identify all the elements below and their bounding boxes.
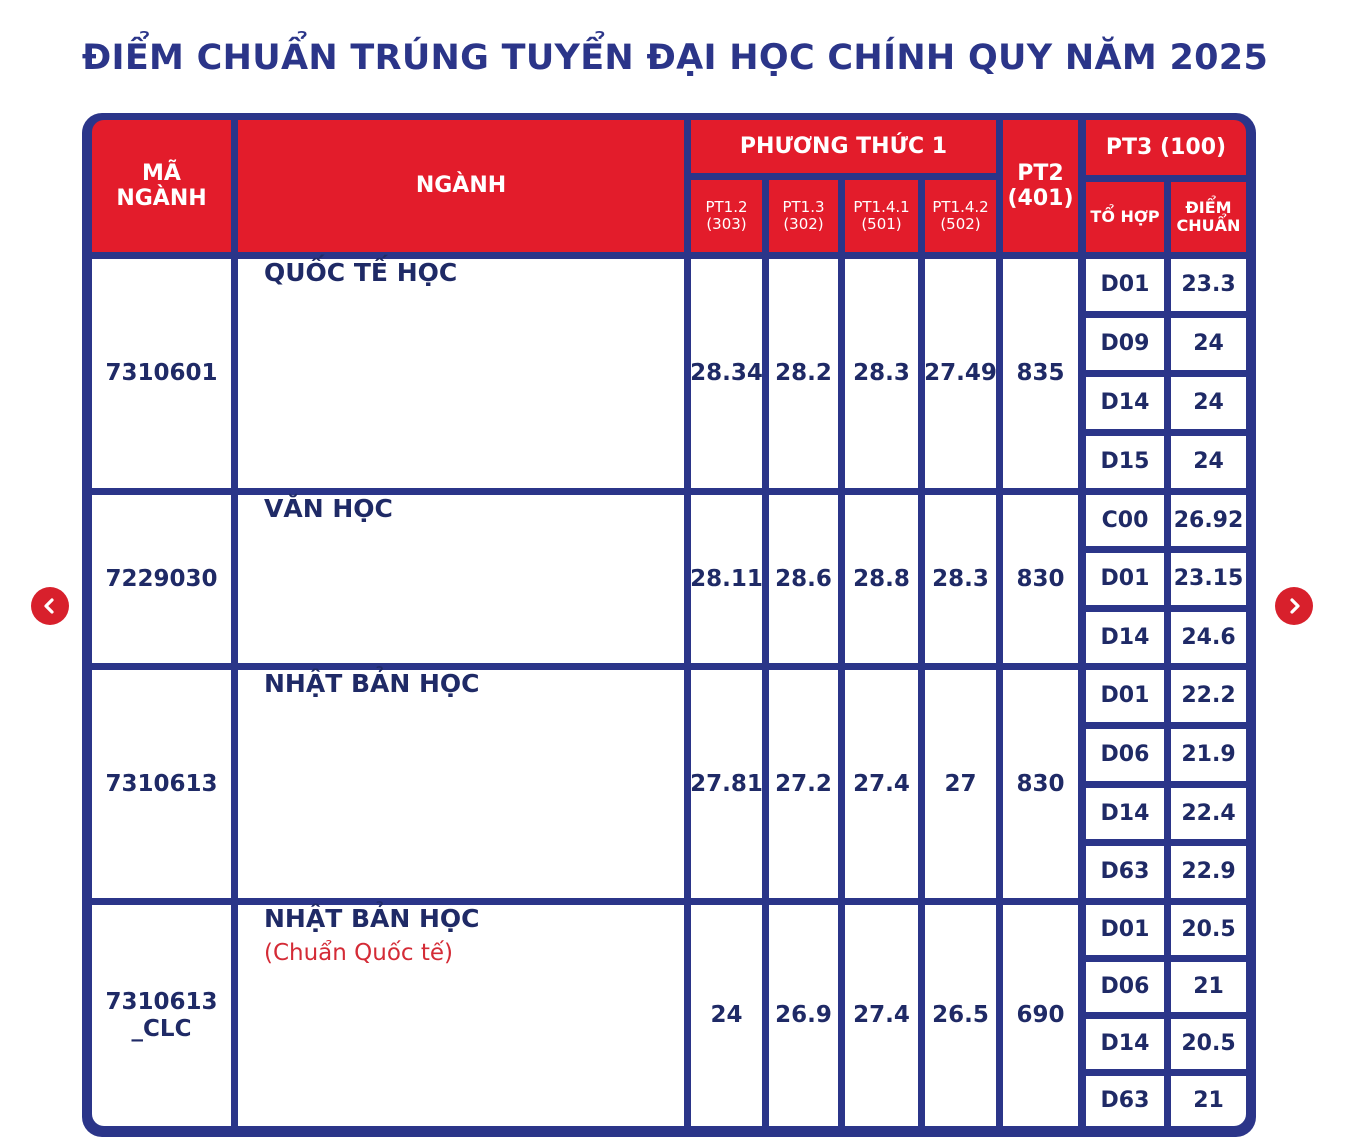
header-pt1-sub-code: PT1.3 xyxy=(782,197,825,216)
header-nganh-label: NGÀNH xyxy=(415,173,507,199)
pt1-score: 27.4 xyxy=(853,770,910,797)
pt3-combo: D14 xyxy=(1100,624,1150,650)
pt1-score-cell xyxy=(769,259,838,488)
pt3-combo: D14 xyxy=(1100,390,1150,416)
pt3-score: 24 xyxy=(1193,331,1224,357)
header-ma-nganh xyxy=(92,120,231,252)
pt1-score: 28.8 xyxy=(853,565,910,592)
pt1-score-cell xyxy=(925,670,996,898)
pt3-score-cell xyxy=(1171,1019,1246,1069)
pt3-combo: C00 xyxy=(1101,507,1149,533)
pt3-score: 22.4 xyxy=(1181,800,1236,826)
major-code-cell xyxy=(92,905,231,1126)
pt3-combo-cell xyxy=(1086,905,1164,955)
pt2-score: 830 xyxy=(1016,770,1065,797)
pt3-combo: D15 xyxy=(1100,449,1150,475)
pt3-score: 20.5 xyxy=(1181,917,1236,943)
pt1-score-cell xyxy=(691,670,762,898)
header-pt3-label: PT3 (100) xyxy=(1105,134,1227,160)
pt3-score-cell xyxy=(1171,905,1246,955)
pt3-score: 24 xyxy=(1193,390,1224,416)
pt3-combo: D63 xyxy=(1100,859,1150,885)
pt3-score: 21 xyxy=(1193,1088,1224,1114)
major-code: 7229030 xyxy=(105,565,218,592)
pt3-combo: D09 xyxy=(1100,331,1150,357)
pt3-score-cell xyxy=(1171,729,1246,781)
major-name-note: (Chuẩn Quốc tế) xyxy=(264,939,454,966)
header-pt1-sub-code: PT1.2 xyxy=(705,197,748,216)
major-name-cell xyxy=(238,495,684,663)
pt1-score-cell xyxy=(925,495,996,663)
pt1-score-cell xyxy=(845,259,918,488)
pt3-combo-cell xyxy=(1086,553,1164,605)
header-pt1-sub-number: (303) xyxy=(706,215,747,233)
header-diem-chuan-line: ĐIỂM xyxy=(1185,197,1232,217)
pt3-combo-cell xyxy=(1086,1076,1164,1126)
pt2-score: 835 xyxy=(1016,360,1065,387)
pt3-score-cell xyxy=(1171,553,1246,605)
pt3-score: 23.3 xyxy=(1181,272,1236,298)
header-pt1-sub xyxy=(845,180,918,252)
major-code-cell xyxy=(92,670,231,898)
pt1-score-cell xyxy=(845,905,918,1126)
major-name: QUỐC TẾ HỌC xyxy=(264,258,458,287)
prev-slide-button[interactable] xyxy=(31,587,69,625)
pt1-score-cell xyxy=(769,905,838,1126)
pt3-score: 26.92 xyxy=(1173,507,1244,533)
pt3-score-cell xyxy=(1171,259,1246,311)
pt2-score-cell xyxy=(1003,495,1078,663)
next-slide-button[interactable] xyxy=(1275,587,1313,625)
major-code: 7310613 xyxy=(105,770,218,797)
major-name-cell xyxy=(238,259,684,488)
header-pt1-sub-number: (302) xyxy=(783,215,824,233)
pt3-score-cell xyxy=(1171,318,1246,370)
pt2-score: 830 xyxy=(1016,565,1065,592)
header-pt1-sub xyxy=(769,180,838,252)
pt1-score: 28.34 xyxy=(690,360,763,387)
pt1-score: 28.3 xyxy=(932,565,989,592)
pt3-combo-cell xyxy=(1086,670,1164,722)
pt1-score: 27 xyxy=(944,770,977,797)
pt1-score: 26.9 xyxy=(775,1002,832,1029)
header-pt1-sub-code: PT1.4.2 xyxy=(932,197,989,216)
header-phuong-thuc-1-label: PHƯƠNG THỨC 1 xyxy=(739,133,948,159)
major-name-cell xyxy=(238,905,684,1126)
pt3-combo: D63 xyxy=(1100,1088,1150,1114)
pt3-score-cell xyxy=(1171,962,1246,1012)
pt1-score-cell xyxy=(845,670,918,898)
pt1-score: 27.4 xyxy=(853,1002,910,1029)
pt1-score-cell xyxy=(691,259,762,488)
major-code-cell xyxy=(92,259,231,488)
header-pt1-sub xyxy=(691,180,762,252)
pt1-score: 27.81 xyxy=(690,770,763,797)
pt3-score-cell xyxy=(1171,1076,1246,1126)
pt2-score-cell xyxy=(1003,259,1078,488)
pt3-combo: D06 xyxy=(1100,974,1150,1000)
major-name: VĂN HỌC xyxy=(264,494,393,523)
pt3-score: 21.9 xyxy=(1181,742,1236,768)
pt3-combo: D01 xyxy=(1100,683,1150,709)
header-ma-nganh-line: NGÀNH xyxy=(116,186,207,211)
pt3-score: 24.6 xyxy=(1181,624,1236,650)
major-code: 7310601 xyxy=(105,360,218,387)
pt3-combo: D01 xyxy=(1100,272,1150,298)
pt3-combo: D01 xyxy=(1100,917,1150,943)
pt3-score-cell xyxy=(1171,846,1246,898)
pt3-combo-cell xyxy=(1086,318,1164,370)
major-name-cell xyxy=(238,670,684,898)
header-pt1-sub-number: (501) xyxy=(861,215,902,233)
pt1-score: 28.6 xyxy=(775,565,832,592)
pt3-score: 22.2 xyxy=(1181,683,1236,709)
pt1-score-cell xyxy=(769,495,838,663)
major-name: NHẬT BẢN HỌC xyxy=(264,669,480,698)
pt1-score-cell xyxy=(845,495,918,663)
pt1-score-cell xyxy=(925,259,996,488)
major-code-cell xyxy=(92,495,231,663)
pt3-combo: D14 xyxy=(1100,800,1150,826)
pt3-score: 22.9 xyxy=(1181,859,1236,885)
pt3-combo-cell xyxy=(1086,729,1164,781)
header-phuong-thuc-1 xyxy=(691,120,996,173)
pt1-score-cell xyxy=(925,905,996,1126)
header-pt2 xyxy=(1003,120,1078,252)
pt1-score: 28.3 xyxy=(853,360,910,387)
pt2-score: 690 xyxy=(1016,1002,1065,1029)
pt3-combo: D06 xyxy=(1100,742,1150,768)
header-to-hop xyxy=(1086,182,1164,252)
pt1-score-cell xyxy=(691,905,762,1126)
pt1-score: 27.49 xyxy=(924,360,997,387)
pt3-combo-cell xyxy=(1086,846,1164,898)
pt3-score: 21 xyxy=(1193,974,1224,1000)
pt3-score-cell xyxy=(1171,612,1246,663)
pt3-combo-cell xyxy=(1086,788,1164,839)
header-pt2-line: (401) xyxy=(1007,186,1074,211)
pt3-score-cell xyxy=(1171,495,1246,546)
pt3-score-cell xyxy=(1171,670,1246,722)
major-name: NHẬT BẢN HỌC xyxy=(264,904,480,933)
pt3-combo-cell xyxy=(1086,436,1164,488)
header-diem-chuan-line: CHUẨN xyxy=(1176,216,1241,235)
pt2-score-cell xyxy=(1003,670,1078,898)
pt1-score: 28.2 xyxy=(775,360,832,387)
header-ma-nganh-line: MÃ xyxy=(142,160,181,186)
pt1-score: 27.2 xyxy=(775,770,832,797)
page-title: ĐIỂM CHUẨN TRÚNG TUYỂN ĐẠI HỌC CHÍNH QUY NĂM 2025 xyxy=(81,38,1269,78)
chevron-left-icon xyxy=(41,597,59,615)
header-nganh xyxy=(238,120,684,252)
chevron-right-icon xyxy=(1285,597,1303,615)
pt3-combo: D01 xyxy=(1100,566,1150,592)
header-diem-chuan xyxy=(1171,182,1246,252)
pt3-combo-cell xyxy=(1086,1019,1164,1069)
score-table xyxy=(82,113,1256,1137)
pt3-score-cell xyxy=(1171,436,1246,488)
pt3-combo-cell xyxy=(1086,495,1164,546)
header-pt1-sub-number: (502) xyxy=(940,215,981,233)
pt1-score-cell xyxy=(769,670,838,898)
header-pt1-sub-code: PT1.4.1 xyxy=(853,197,910,216)
pt3-combo-cell xyxy=(1086,612,1164,663)
pt2-score-cell xyxy=(1003,905,1078,1126)
pt3-combo: D14 xyxy=(1100,1031,1150,1057)
pt1-score-cell xyxy=(691,495,762,663)
pt3-score-cell xyxy=(1171,788,1246,839)
pt1-score: 26.5 xyxy=(932,1002,989,1029)
header-pt2-line: PT2 xyxy=(1017,160,1064,186)
header-pt3 xyxy=(1086,120,1246,175)
pt3-score: 20.5 xyxy=(1181,1031,1236,1057)
major-code: _CLC xyxy=(131,1015,192,1042)
pt3-score-cell xyxy=(1171,377,1246,429)
pt3-combo-cell xyxy=(1086,259,1164,311)
header-to-hop-label: TỔ HỢP xyxy=(1090,206,1160,226)
pt3-score: 23.15 xyxy=(1173,566,1244,592)
pt3-combo-cell xyxy=(1086,377,1164,429)
major-code: 7310613 xyxy=(105,989,218,1016)
header-pt1-sub xyxy=(925,180,996,252)
pt3-combo-cell xyxy=(1086,962,1164,1012)
pt1-score: 28.11 xyxy=(690,565,763,592)
pt1-score: 24 xyxy=(710,1002,743,1029)
pt3-score: 24 xyxy=(1193,449,1224,475)
